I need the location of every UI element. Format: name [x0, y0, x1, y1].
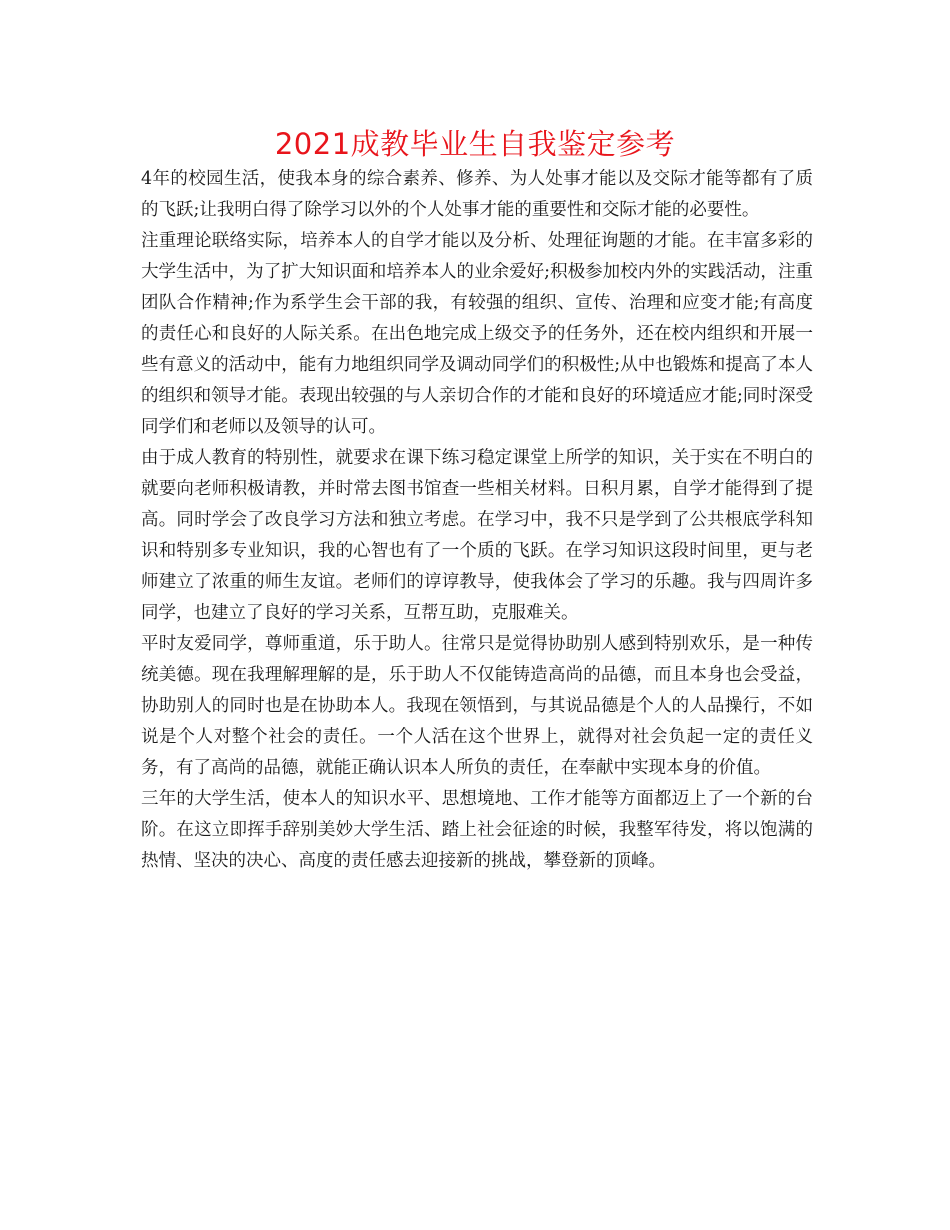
paragraph-1: 4年的校园生活，使我本身的综合素养、修养、为人处事才能以及交际才能等都有了质的飞跃;让我明白得了除学习以外的个人处事才能的重要性和交际才能的必要性。: [141, 169, 813, 220]
paragraph-5: 三年的大学生活，使本人的知识水平、思想境地、工作才能等方面都迈上了一个新的台阶。在这立即挥手辞别美妙大学生活、踏上社会征途的时候，我整军待发，将以饱满的热情、坚决的决心、高度的责任感去迎接新的挑战，攀登新的顶峰。: [141, 789, 813, 871]
document-body: [141, 164, 813, 877]
paragraph-4: 平时友爱同学，尊师重道，乐于助人。往常只是觉得协助别人感到特别欢乐，是一种传统美德。现在我理解理解的是，乐于助人不仅能铸造高尚的品德，而且本身也会受益，协助别人的同时也是在协助本人。我现在领悟到，与其说品德是个人的人品操行，不如说是个人对整个社会的责任。一个人活在这个世界上，就得对社会负起一定的责任义务，有了高尚的品德，就能正确认识本人所负的责任，在奉献中实现本身的价值。: [141, 634, 813, 778]
document-title: 2021成教毕业生自我鉴定参考: [274, 127, 676, 161]
paragraph-3: 由于成人教育的特别性，就要求在课下练习稳定课堂上所学的知识，关于实在不明白的就要向老师积极请教，并时常去图书馆查一些相关材料。日积月累，自学才能得到了提高。同时学会了改良学习方法和独立考虑。在学习中，我不只是学到了公共根底学科知识和特别多专业知识，我的心智也有了一个质的飞跃。在学习知识这段时间里，更与老师建立了浓重的师生友谊。老师们的谆谆教导，使我体会了学习的乐趣。我与四周许多同学，也建立了良好的学习关系，互帮互助，克服难关。: [141, 448, 813, 623]
paragraph-2: 注重理论联络实际，培养本人的自学才能以及分析、处理征询题的才能。在丰富多彩的大学生活中，为了扩大知识面和培养本人的业余爱好;积极参加校内外的实践活动，注重团队合作精神;作为系学生会干部的我，有较强的组织、宣传、治理和应变才能;有高度的责任心和良好的人际关系。在出色地完成上级交予的任务外，还在校内组织和开展一些有意义的活动中，能有力地组织同学及调动同学们的积极性;从中也锻炼和提高了本人的组织和领导才能。表现出较强的与人亲切合作的才能和良好的环境适应才能;同时深受同学们和老师以及领导的认可。: [141, 231, 813, 437]
